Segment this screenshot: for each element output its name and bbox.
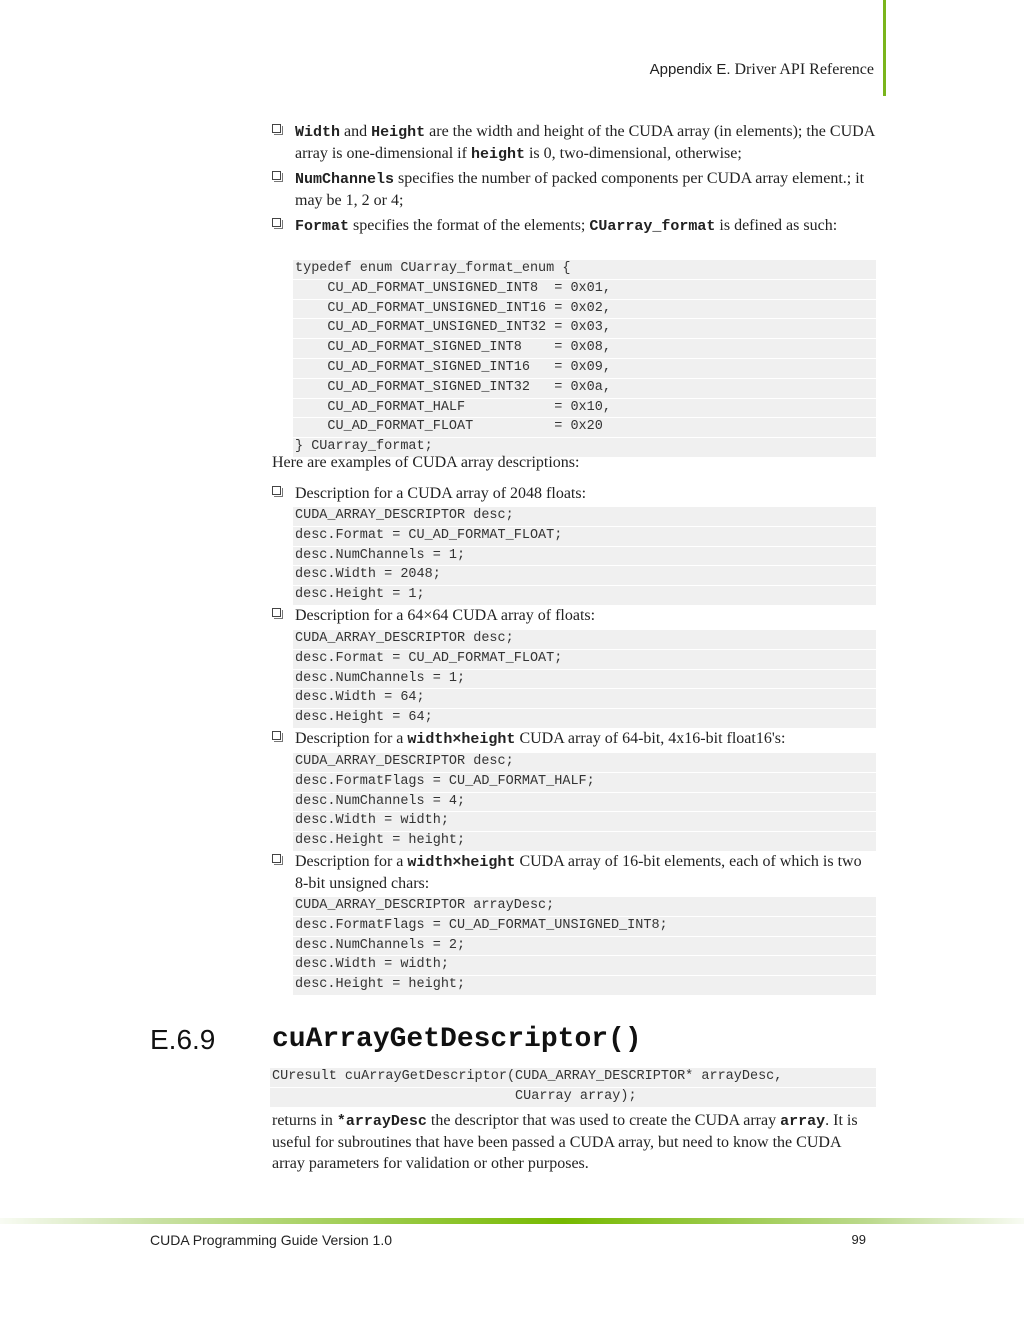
running-header (0, 60, 874, 80)
inline-text: is defined as such: (715, 217, 838, 234)
inline-text: Description for a 64×64 CUDA array of floats: (295, 607, 596, 624)
inline-code: *arrayDesc (336, 1113, 427, 1130)
inline-code: width×height (407, 731, 516, 748)
list-item-text (295, 168, 876, 211)
code-line: CU_AD_FORMAT_UNSIGNED_INT8 = 0x01, (293, 280, 876, 300)
code-block-example-2 (293, 630, 876, 729)
code-line: desc.Width = width; (293, 956, 876, 976)
inline-text: the descriptor that was used to create the CUDA array (426, 1112, 781, 1129)
code-line: desc.Height = height; (293, 832, 876, 852)
code-line: desc.FormatFlags = CU_AD_FORMAT_UNSIGNED_INT8; (293, 917, 876, 937)
inline-code: Width (295, 124, 341, 141)
code-line: desc.NumChannels = 1; (293, 547, 876, 567)
checkbox-bullet-icon (272, 854, 281, 863)
list-item (272, 168, 876, 211)
code-line: desc.Format = CU_AD_FORMAT_FLOAT; (293, 527, 876, 547)
inline-text: specifies the format of the elements; (349, 217, 590, 234)
code-line: CU_AD_FORMAT_SIGNED_INT8 = 0x08, (293, 339, 876, 359)
code-block-cuarray-format-enum (293, 260, 876, 458)
inline-text: Description for a CUDA array of 2048 floats: (295, 485, 587, 502)
list-item (272, 605, 876, 626)
code-line: typedef enum CUarray_format_enum { (293, 260, 876, 280)
code-line: CU_AD_FORMAT_FLOAT = 0x20 (293, 418, 876, 438)
examples-intro: Here are examples of CUDA array descriptions: (272, 454, 580, 471)
section-description (272, 1110, 876, 1174)
inline-text: are the width and height of the CUDA array (in elements); the CUDA array is one-dimensional if (295, 123, 875, 162)
code-line: desc.FormatFlags = CU_AD_FORMAT_HALF; (293, 773, 876, 793)
inline-text: Description for a (295, 730, 408, 747)
code-line: CU_AD_FORMAT_SIGNED_INT16 = 0x09, (293, 359, 876, 379)
code-line: } CUarray_format; (293, 438, 876, 458)
code-line: desc.NumChannels = 4; (293, 793, 876, 813)
code-line: desc.Height = 64; (293, 709, 876, 729)
inline-text: is 0, two-dimensional, otherwise; (524, 145, 742, 162)
checkbox-bullet-icon (272, 731, 281, 740)
inline-code: height (470, 146, 525, 163)
inline-code: CUarray_format (589, 218, 716, 235)
inline-text: and (340, 123, 372, 140)
code-line: CUresult cuArrayGetDescriptor(CUDA_ARRAY_DESCRIPTOR* arrayDesc, (270, 1068, 876, 1088)
list-item (272, 121, 876, 165)
list-item (272, 728, 876, 750)
checkbox-bullet-icon (272, 486, 281, 495)
checkbox-bullet-icon (272, 124, 281, 133)
inline-text: specifies the number of packed components per CUDA array element.; it may be 1, 2 or 4; (295, 170, 865, 209)
code-line: CUarray array); (270, 1088, 876, 1108)
inline-code: Height (371, 124, 426, 141)
code-line: desc.NumChannels = 1; (293, 670, 876, 690)
inline-text: CUDA array of 64-bit, 4x16-bit float16's: (515, 730, 786, 747)
code-block-example-3 (293, 753, 876, 852)
code-line: CU_AD_FORMAT_UNSIGNED_INT16 = 0x02, (293, 300, 876, 320)
checkbox-bullet-icon (272, 218, 281, 227)
checkbox-bullet-icon (272, 608, 281, 617)
list-item (272, 483, 876, 504)
header-appendix-label: Appendix E. (649, 61, 731, 78)
code-line: desc.NumChannels = 2; (293, 937, 876, 957)
list-item-text (295, 483, 876, 504)
checkbox-bullet-icon (272, 171, 281, 180)
footer-document-title: CUDA Programming Guide Version 1.0 (150, 1232, 392, 1248)
inline-code: array (780, 1113, 826, 1130)
code-line: CUDA_ARRAY_DESCRIPTOR desc; (293, 753, 876, 773)
inline-text: . It is useful for subroutines that have been passed a CUDA array, but need to know the CUDA array parameters for validation or other purposes. (272, 1112, 858, 1172)
code-line: desc.Height = 1; (293, 586, 876, 606)
list-item-text (295, 728, 876, 750)
inline-code: Format (295, 218, 350, 235)
inline-text: CUDA array of 16-bit elements, each of which is two 8-bit unsigned chars: (295, 853, 862, 892)
list-item (272, 215, 876, 237)
code-line: CUDA_ARRAY_DESCRIPTOR arrayDesc; (293, 897, 876, 917)
inline-text: returns in (272, 1112, 337, 1129)
inline-text: Description for a (295, 853, 408, 870)
code-line: desc.Format = CU_AD_FORMAT_FLOAT; (293, 650, 876, 670)
inline-code: NumChannels (295, 171, 395, 188)
code-block-example-1 (293, 507, 876, 606)
code-line: CU_AD_FORMAT_UNSIGNED_INT32 = 0x03, (293, 319, 876, 339)
list-item-text (295, 851, 876, 894)
list-item (272, 851, 876, 894)
list-item-text (295, 121, 876, 165)
header-accent-bar (883, 0, 886, 96)
code-line: desc.Width = 2048; (293, 566, 876, 586)
footer-page-number: 99 (851, 1232, 866, 1247)
code-line: CU_AD_FORMAT_HALF = 0x10, (293, 399, 876, 419)
code-block-example-4 (293, 897, 876, 996)
list-item-text (295, 605, 876, 626)
inline-code: width×height (407, 854, 516, 871)
section-title: cuArrayGetDescriptor() (272, 1024, 642, 1055)
section-number: E.6.9 (150, 1024, 216, 1055)
code-line: CUDA_ARRAY_DESCRIPTOR desc; (293, 630, 876, 650)
code-line: desc.Width = width; (293, 812, 876, 832)
list-item-text (295, 215, 876, 237)
header-appendix-title: Driver API Reference (734, 61, 874, 78)
code-line: CUDA_ARRAY_DESCRIPTOR desc; (293, 507, 876, 527)
code-line: CU_AD_FORMAT_SIGNED_INT32 = 0x0a, (293, 379, 876, 399)
footer-accent-line (0, 1218, 1024, 1224)
code-line: desc.Height = height; (293, 976, 876, 996)
code-line: desc.Width = 64; (293, 689, 876, 709)
code-block-signature (270, 1068, 876, 1108)
